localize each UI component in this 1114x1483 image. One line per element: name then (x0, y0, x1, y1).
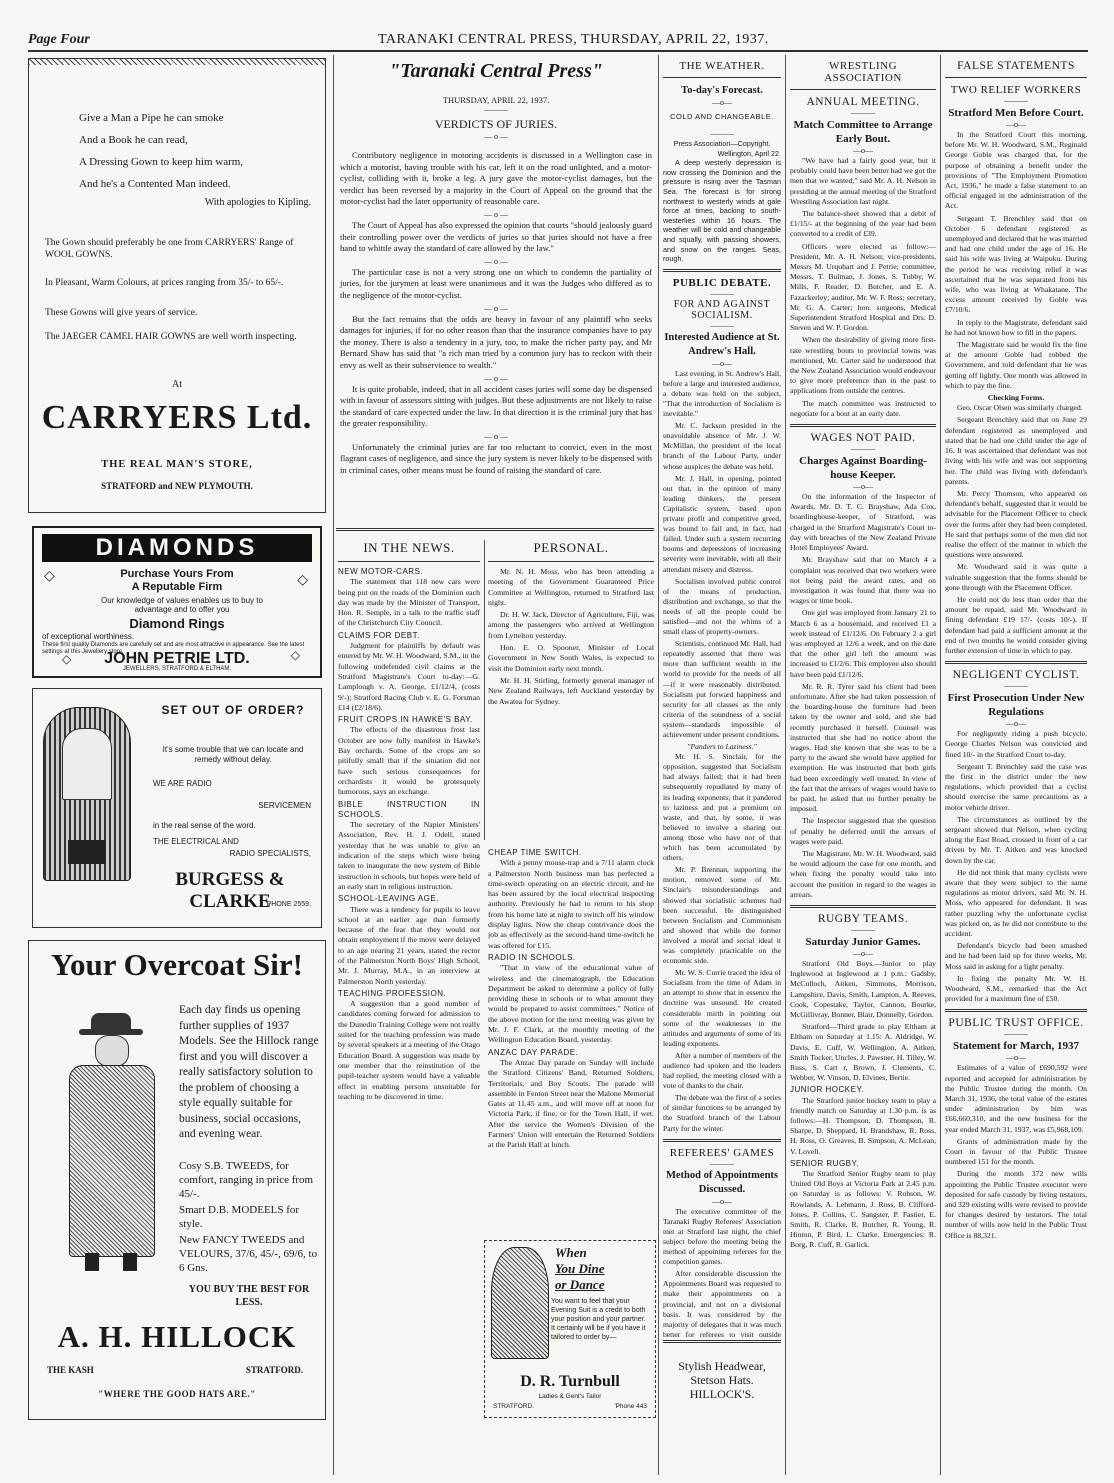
paragraph: One girl was employed from January 21 to March 6 as a housemaid, and received £1 a week instead of £1/12/6. On February 2 a girl was employed at 12/6 a week, and on the date that the other girl left the amount was increased to £1/2/6. This employee also should have been paid £1/12/6. (790, 608, 936, 679)
paragraph: Contributory negligence in motoring accidents is discussed in a Wellington case in which a motorist, having trouble with his car, left it on the road unlighted, and a motor-cyclist, colliding with it, broke a leg. A jury gave the motor-cyclist damages, but the verdict has been reversed by a majority in the Court of Appeal on the ground that the motor-cyclist had the later opportunity of reasonable care. (340, 150, 652, 207)
paragraph: Last evening, in St. Andrew's Hall, before a large and interested audience, a debate was held on the subject, "That the introduction of Socialism is inevitable." (663, 368, 781, 419)
ad-location: STRATFORD and NEW PLYMOUTH. (101, 481, 253, 491)
rugby-body (790, 959, 936, 1251)
page-number: Page Four (28, 32, 90, 47)
weather-summary: COLD AND CHANGEABLE. (670, 112, 774, 121)
item-text: "That in view of the educational value of wireless and the cinematograph, the Education Department be asked to determine a policy of fully providing these in schools or to what amount they would be prepared to assist committees." Notice of the above motion for the next meeting was given by Mr. J. F. Clark, at the monthly meeting of the Wellington Education Board, yesterday. (488, 963, 654, 1045)
section-subhead: TWO RELIEF WORKERS (950, 84, 1082, 96)
diamond-icon: ◇ (297, 573, 308, 588)
ad-text: A Reputable Firm (131, 581, 223, 593)
editorial-body: Contributory negligence in motoring accidents is discussed in a Wellington case in which a motorist, having trouble with his car, left it on the road unlighted, and a motor-cyclist, colliding with it, broke a leg. A jury gave the motor-cyclist damages, but the verdict has been reversed by a majority in the Court of Appeal on the ground that the motor-cyclist had the later opportunity of reasonable care. — o — The Court of Appeal has also expressed the opinion that courts "should jealously guard their controlling power over the verdicts of juries so that juries should not have a free hand to whittle away the standard of care allowed by the law." — o — The particular case is not a very strong one on which to condemn the partiality of juries, for the jurymen at least were unanimous and it was the Judges who differed as to the negligence of the motor-cyclist. — o — But the fact remains that the odds are heavy in favour of any plaintiff who seeks damages for injuries, if for no other reason than that the insurance companies have to pay the money. There is also a tendency in a jury, too, to make the richer party pay, and Mr Bernard Shaw has said that "a rich man tried by a common jury has to reckon with their envy as well as their subservience to wealth." — o — It is quite probable, indeed, that in all accident cases juries will some day be dispensed with in favour of assessors sitting with judges. But these adjustments are not likely to raise the standard of care expected under the law. In that direction it is the criminal jury that has the greater responsibility. — o — Unfortunately the criminal juries are far too reluctant to convict, even in the most flagrant cases of negligence, and since the jury system is never likely to be dispensed with in criminal cases, other means must be found of raising the standard of care. (340, 150, 652, 476)
diamond-icon: ◇ (62, 652, 72, 666)
paragraph: The circumstances as outlined by the sergeant showed that Nelson, when cycling along the East Road, crossed in front of a car driven by Mr. T. Aitken and was knocked down by the car. (945, 814, 1087, 865)
paper-name: "Taranaki Central Press" (389, 60, 603, 82)
ad-phone: 'Phone 443 (614, 1403, 647, 1410)
paragraph: Geo. Oscar Olsen was similarly charged. (957, 403, 1083, 413)
ad-title: or Dance (555, 1277, 605, 1292)
section-subhead: Method of Appointments Discussed. (665, 1169, 778, 1195)
paragraph: Scientists, continued Mr. Hall, had repeatedly asserted that there was more than sufficient wealth in the world to provide for the needs of all —if it were reasonably distributed. Socialism put forward happiness and security for all classes as the only criteria of the soundness of a social system—standards impossible of achievement under present conditions. (663, 639, 781, 739)
brand-name: A. H. HILLOCK (57, 1319, 297, 1354)
paragraph: Grants of administration made by the Court in favour of the Public Trustee numbered 151 for the month. (945, 1136, 1087, 1167)
column-title: NEGLIGENT CYCLIST. (952, 669, 1080, 682)
paragraph: He could not do less than order that the amount be repaid, said Mr. Woodward in fining defendant £19 17/- (costs 10/-). If defendant had paid a sufficient amount at the end of two months he would consider giving further extension of time in which to pay. (945, 594, 1087, 655)
brand-name: D. R. Turnbull (520, 1373, 620, 1390)
ad-phone: 'PHONE 2559. (265, 901, 311, 908)
poem-line: Give a Man a Pipe he can smoke (79, 112, 224, 124)
ad-slogan: YOU BUY THE BEST FOR LESS. (188, 1284, 310, 1308)
ad-text: It's some trouble that we can locate and remedy without delay. (162, 745, 304, 764)
paragraph: When the desirability of giving more first-rate wrestling bouts to provincial towns was mentioned, Mr. Carter said he understood that the New Zealand Association would endeavour to give more preference than in the past to applications from outside the centres. (790, 335, 936, 396)
apology: With apologies to Kipling. (204, 197, 311, 208)
column-title: WRESTLING ASSOCIATION (824, 60, 902, 84)
paragraph: During the month 372 new wills appointing the Public Trustee executor were deposited for safe custody by living testators, and 329 existing wills were revised to provide for changes desired by testators. The total number of wills now held in the Public Trust Office is 88,321. (945, 1169, 1087, 1240)
paragraph: Mr. W. S. Currie traced the idea of Socialism from the time of Adam in an attempt to show that in essence the doctrine was unsound. He created considerable mirth in pointing out some of the weaknesses in the attitudes and arguments of some of its leading exponents. (663, 968, 781, 1048)
column-title: REFEREES' GAMES (669, 1146, 775, 1159)
poem (79, 107, 243, 195)
item-heading: JUNIOR HOCKEY. (790, 1085, 864, 1095)
paragraph: The match committee was instructed to negotiate for a bout at an early date. (790, 398, 936, 418)
ad-text: RADIO SPECIALISTS, (229, 849, 311, 858)
paragraph: Sergeant T. Brenchley said that on October 6 defendant registered as unemployed and declared that he was married and had one child under the age of 16. He said his wife was living at Waipuku. During the period he was receiving relief it was ascertained that he was separated from his wife, who was living at Whakatane. The excess amount received by Goble was £7/10/6. (945, 213, 1087, 315)
paragraph: In the Stratford Court this morning, before Mr. W. H. Woodward, S.M., Reginald George Goble was charged that, for the purpose of obtaining a benefit under the provisions of "The Employment Promotion Act, 1936," he made a false statement to an official engaged in the administration of the Act. (945, 130, 1087, 211)
personal-items (488, 567, 654, 707)
paragraph: In fixing the penalty Mr. W. H. Woodward, S.M., remarked that the Act provided for a maximum fine of £50. (945, 973, 1087, 1004)
paragraph: Sergeant T. Brenchley said the case was the first in the district under the new regulations, which provided that a cyclist should exercise the same precautions as a motor vehicle driver. (945, 761, 1087, 812)
paragraph: Mr. R. R. Tyrer said his client had been unfortunate. After she had taken possession of the boarding-house the furniture had been taken by the owner and sold, and she had recently purchased it herself. Counsel was instructed that she had no notice about the wages. Had she known that she was to be a party to the award she would have applied for exemption. He was instructed that both girls had been exceedingly well treated. In view of the fact that the arrears of wages would have to be paid, he asked that no further penalty be imposed. (790, 681, 936, 814)
paragraph: On the information of the Inspector of Awards, Mr. D. T. C. Brayshaw, Ada Cox, boardinghouse-keeper, of Stratford, was charged in the Stratford Magistrate's Court to-day with breaches of the New Zealand Private Hotel Employees' Award. (790, 492, 936, 553)
paragraph: After considerable discussion the Appointments Board was requested to make their appointments on a provincial, and not on a divisional basis. It was considered by the majority of delegates that it was much better for referees to visit outside (663, 1269, 781, 1339)
item-heading: CHEAP TIME SWITCH. (488, 848, 582, 857)
ad-text: Stetson Hats. (690, 1373, 754, 1387)
editorial: "Taranaki Central Press" THURSDAY, APRIL 22, 1937. ——— VERDICTS OF JURIES. — o — Contributory negligence in motoring accidents is discussed in a Wellington case in which a motorist, having trouble with his car, left it on the road unlighted, and a motor-cyclist, colliding with it, broke a leg. A jury gave the motor-cyclist damages, but the verdict has been reversed by a majority in the Court of Appeal on the ground that the motor-cyclist had the later opportunity of reasonable care. — o — The Court of Appeal has also expressed the opinion that courts "should jealously guard their controlling power over the verdicts of juries so that juries should not have a free hand to whittle away the standard of care allowed by the law." — o — The particular case is not a very strong one on which to condemn the partiality of juries, for the jurymen at least were unanimous and it was the Judges who differed as to the negligence of the motor-cyclist. — o — But the fact remains that the odds are heavy in favour of any plaintiff who seeks damages for injuries, if for no other reason than that the insurance companies have to pay the money. There is also a tendency in a jury, too, to make the richer party pay, and Mr Bernard Shaw has said that "a rich man tried by a common jury has to reckon with their envy as well as their subservience to wealth." — o — It is quite probable, indeed, that in all accident cases juries will some day be dispensed with in favour of assessors sitting with judges. But these adjustments are not likely to raise the standard of care expected under the law. In that direction it is the criminal jury that has the greater responsibility. — o — Unfortunately the criminal juries are far too reluctant to convict, even in the most flagrant cases of negligence, and since the jury system is never likely to be dispensed with in criminal cases, other means must be found of raising the standard of care. (340, 60, 652, 476)
diamonds-ad (32, 526, 322, 678)
diamond-icon: ◇ (44, 569, 55, 584)
item-heading: SCHOOL-LEAVING AGE. (338, 894, 439, 904)
turnbull-ad (484, 1240, 656, 1418)
ad-text: The JAEGER CAMEL HAIR GOWNS are well worth inspecting. (45, 332, 297, 342)
paragraph: Mr. Woodward said it was quite a valuable suggestion that the forms should be gone through with the Placement Officer. (945, 562, 1087, 592)
ad-title: You Dine (555, 1261, 605, 1276)
brand-name: JOHN PETRIE LTD. (104, 650, 250, 667)
paragraph: The Court of Appeal has also expressed the opinion that courts "should jealously guard their controlling power over the verdicts of juries so that juries should not have a free hand to whittle away the standard of care allowed by the law." (340, 219, 652, 254)
section-subhead: Statement for March, 1937 (952, 1040, 1080, 1053)
poem-line: A Dressing Gown to keep him warm, (79, 156, 244, 168)
column-title: PUBLIC DEBATE. (672, 276, 772, 289)
item-heading: ANZAC DAY PARADE. (488, 1047, 579, 1057)
poem-line: And he's a Contented Man indeed. (79, 178, 231, 190)
item-text: With a penny mouse-trap and a 7/11 alarm clock a Palmerston North business man has perfected a time-switch operating on an electric circuit, and he has been assured by the local electrical inspecting authority. Previously he had to return to his shop from his home late at night to switch off his window display lights. Now the cheap contrivance does the job as effectively as the second-hand time-switch he was offered for £15. (488, 858, 654, 950)
item-text: Mr. N. H. Moss, who has been attending a meeting of the Government Guaranteed Price Committee at Wellington, returned to Stratford last night. (488, 567, 654, 607)
item-heading: TEACHING PROFESSION. (338, 988, 447, 998)
section-subhead: Checking Forms. (987, 393, 1045, 403)
item-text: The effects of the disastrous frost last October are now fully manifest in Hawke's Bay orchards. Some of the crops are so pitifully small that if the situation did not have such serious consequences for orchardists it would be grotesquely humorous, says an exchange. (338, 725, 480, 797)
ad-text: THE ELECTRICAL AND (153, 837, 239, 846)
radio-set-icon (43, 707, 131, 881)
paragraph: Mr. J. Hall, in opening, pointed out that, in the opinion of many leading thinkers, the present Capitalistic system, based upon private profit and competitive greed, was bound to fail and, in fact, had failed. Under such a system recurring booms and depressions of increasing severity were inevitable, with all their attendant misery and distress. (663, 473, 781, 574)
column-title: FALSE STATEMENTS (957, 60, 1075, 72)
dateline: Press Association—Copyright. (673, 139, 771, 148)
ad-text: Ladies & Gent's Tailor (538, 1393, 602, 1400)
trust-body (945, 1063, 1087, 1240)
column-title: PERSONAL. (533, 540, 609, 555)
ad-text: in the real sense of the word. (153, 821, 256, 830)
ad-text: In Pleasant, Warm Colours, at prices ranging from 35/- to 65/-. (45, 278, 284, 288)
paragraph: A deep westerly depression is now crossing the Dominion and the pressure is rising over the Tasman Sea. The forecast is for strong northwest to westerly winds at gale force at times, backing to south-westerlies within 16 hours. The weather will be cold and changeable and squally, with passing showers, and snow on the ranges. Seas, rough. (663, 158, 781, 264)
ad-text: Stylish Headwear, (678, 1359, 766, 1373)
ad-text: At (172, 379, 182, 390)
paragraph: Mr. P. Brennan, supporting the motion, removed some of Mr. Sinclair's misunderstandings and showed that socialistic schemes had been successful. He distinguished between Socialism and Communism and showed that while the former involved a moral and social ideal it was completely practicable on the economic side. (663, 865, 781, 966)
debate-body (663, 369, 781, 1134)
ad-text: Each day finds us opening further supplies of 1937 Models. See the Hillock range first and you will discover a really satisfactory solution to the problem of choosing a style equally suitable for business, social occasions, and evening wear. (179, 1004, 319, 1140)
item-heading: BIBLE INSTRUCTION IN SCHOOLS. (338, 799, 480, 819)
weather-body (663, 139, 781, 264)
ad-text: Purchase Yours From (120, 568, 234, 580)
in-the-news (338, 540, 480, 1410)
editorial-date: THURSDAY, APRIL 22, 1937. (442, 95, 550, 105)
item-text: The Anzac Day parade on Sunday will include the Stratford Citizens' Band, Returned Soldiers, Territorials, and Boy Scouts. The parade will assemble in Fenton Street near the Malone Memorial Gates at 11.45 a.m., and will move off at noon for Victoria Park, if fine, or for the Town Hall, if wet. After the service the Women's Division of the Farmers' Union will entertain the Returned Soldiers at the Parish Hall at lunch. (488, 1057, 654, 1150)
paragraph: Officers were elected as follow:—President, Mr. A. H. Nelson; vice-presidents, Messrs M. Urquhart and J. Petrie; committee, Messrs. T. Bulman, J. Jones, S. Tubby, W. Mills, F. Reader, D. Butcher, and E. A. Fazackerley; auditor, Mr. W. F. Ross; secretary, Mr. G. A. Carter; hon. surgeons, Medical Superintendent Stratford Hospital and Drs. D. Steven and W. P. Gordon. (790, 241, 936, 333)
paragraph: It is quite probable, indeed, that in all accident cases juries will some day be dispensed with in favour of assessors sitting with judges. But these adjustments are not likely to raise the standard of care expected under the law. In that direction it is the criminal jury that has the greater responsibility. (340, 383, 652, 429)
referees-body (663, 1207, 781, 1360)
cyclist-body (945, 729, 1087, 1004)
section-subhead: To-day's Forecast. (681, 85, 763, 96)
couple-illustration (491, 1247, 549, 1359)
ad-location: THE KASH (47, 1365, 94, 1375)
radio-ad (32, 688, 322, 928)
header-title: TARANAKI CENTRAL PRESS, THURSDAY, APRIL 22, 1937. (378, 32, 769, 47)
paragraph: Mr. H. S. Sinclair, for the opposition, suggested that Socialism had always failed; that it had been subsequently repudiated by many of its leading exponents; that it pandered to laziness and put a premium on waste, and that, by some, it was believed to involve a sharing out among those who have not of that which has been accumulated by others. (663, 752, 781, 863)
ad-bullet: Smart D.B. MODEELS for style. (179, 1204, 300, 1230)
ad-bullet: New FANCY TWEEDS and VELOURS, 37/6, 45/-, 69/6, to 6 Gns. (179, 1234, 318, 1274)
news-items (488, 848, 654, 1151)
col-weather: THE WEATHER. To-day's Forecast. —o— COLD AND CHANGEABLE. ——— Press Association—Copyright. Wellington, April 22. A deep westerly depression is now crossing the Dominion and the pressure is rising over the Tasman Sea. The forecast is for strong northwest to westerly winds at gale force at times, backing to south-westerlies within 16 hours. The weather will be cold and changeable and squally, with passing showers, and snow on the ranges. Seas, rough. PUBLIC DEBATE. ——— FOR AND AGAINST SOCIALISM. ——— Interested Audience at St. Andrew's Hall. —o— Last evening, in St. Andrew's Hall, before a large and interested audience, a debate was held on the subject, "That the introduction of Socialism is inevitable." Mr. C. Jackson presided in the unavoidable absence of Mr. J. W. McMillan, the president of the local branch of the Labour Party, under whose auspices the debate was held. Mr. J. Hall, in opening, pointed out that, in the opinion of many leading thinkers, the present Capitalistic system, based upon private profit and competitive greed, was bound to fail and, in fact, had failed. Under such a system recurring booms and depressions of increasing severity were inevitable, with all their attendant misery and distress. Socialism involved public control of the means of production, distribution and exchange, so that the needs of all the people could be satisfied—and not the whims of a small class of property-owners. Scientists, continued Mr. Hall, had repeatedly asserted that there was more than sufficient wealth in the world to provide for the needs of all —if it were reasonably distributed. Socialism put forward happiness and security for all classes as the only criteria of the soundness of a social system—standards impossible of achievement under present conditions. "Panders to Laziness." Mr. H. S. Sinclair, for the opposition, suggested that Socialism had always failed; that it had been subsequently repudiated by many of its leading exponents; that it pandered to laziness and put a premium on waste, and that, by some, it was believed to involve a sharing out among those who have not of that which has been accumulated by others. Mr. P. Brennan, supporting the motion, removed some of Mr. Sinclair's misunderstandings and showed that socialistic schemes had been successful. He distinguished between Socialism and Communism and showed that while the former involved a moral and social ideal it was completely practicable on the economic side. Mr. W. S. Currie traced the idea of Socialism from the time of Adam in an attempt to show that in essence the doctrine was unsound. He created considerable mirth in pointing out some of the weaknesses in the attitudes and arguments of some of its leading exponents. After a number of members of the audience had spoken and the leaders had replied, the meeting closed with a vote of thanks to the chair. The debate was the first of a series of similar functions to be arranged by the Stratford branch of the Labour Party for the winter. REFEREES' GAMES ——— Method of Appointments Discussed. —o— The executive committee of the Taranaki Rugby Referees' Association met at Stratford last night, the chief subject before the meeting being the method of appointing referees for the competition games. After considerable discussion the Appointments Board was requested to make their appointments on a provincial, and not on a divisional basis. It was considered by the majority of delegates that it was much better for referees to visit outside (663, 60, 781, 1420)
paragraph: The Magistrate, Mr. W. H. Woodward, said he would adjourn the case for one month, and when fixing the penalty would take into account the position in regard to the wages in arrears. (790, 848, 936, 899)
column-rule (484, 540, 485, 840)
paragraph: Socialism involved public control of the means of production, distribution and exchange, so that the needs of all the people could be satisfied—and not the whims of a small class of property-owners. (663, 576, 781, 637)
wrestling-body (790, 156, 936, 419)
ad-location: JEWELLERS, STRATFORD & ELTHAM. (122, 666, 232, 672)
diamond-icon: ◇ (290, 648, 300, 662)
section-subhead: FOR AND AGAINST SOCIALISM. (673, 298, 771, 321)
ad-text: Diamond Rings (129, 616, 225, 631)
section-rule (336, 528, 654, 531)
col-false-statements: FALSE STATEMENTS TWO RELIEF WORKERS ——— Stratford Men Before Court. —o— In the Stratford Court this morning, before Mr. W. H. Woodward, S.M., Reginald George Goble was charged that, for the purpose of obtaining a benefit under the provisions of "The Employment Promotion Act, 1936," he made a false statement to an official engaged in the administration of the Act. Sergeant T. Brenchley said that on October 6 defendant registered as unemployed and declared that he was married and had one child under the age of 16. He said his wife was living at Waipuku. During the period he was receiving relief it was ascertained that he was separated from his wife, who was living at Whakatane. The excess amount received by Goble was £7/10/6. In reply to the Magistrate, defendant said he had not known how to fill in the papers. The Magistrate said he would fix the fine at the amount Goble had robbed the Government, and told defendant that he was getting off lightly. One month was allowed in which to pay the fine. Checking Forms. Geo. Oscar Olsen was similarly charged. Sergeant Brenchley said that on June 29 defendant registered as unemployed and stated that he had one child under the age of 16. It was ascertained that defendant was not living with his wife and was not supporting her. The child was living with defendant's parents. Mr. Percy Thomson, who appeared on defendant's behalf, suggested that it would be advisable for the Placement Officer to check over the forms after they had been completed. He said that perhaps some of the men did not realise the effect of the manner in which the questions were answered. Mr. Woodward said it was quite a valuable suggestion that the forms should be gone through with the Placement Officer. He could not do less than order that the amount be repaid, said Mr. Woodward in fining defendant £19 17/- (costs 10/-). If defendant had paid a sufficient amount at the end of two months he would consider giving further extension of time in which to pay. NEGLIGENT CYCLIST. ——— First Prosecution Under New Regulations —o— For negligently riding a push bicycle, George Charles Nelson was convicted and fined 10/- in the Stratford Court to-day. Sergeant T. Brenchley said the case was the first in the district under the new regulations, which provided that a cyclist should exercise the same precautions as a motor vehicle driver. The circumstances as outlined by the sergeant showed that Nelson, when cycling along the East Road, crossed in front of a car driven by Mr. T. Aitken and was knocked down by the car. He did not think that many cyclists were aware that they were subject to the same regulations as motor drivers, said Mr. N. H. Moss, who appeared for defendant. It was rather puzzling why the unfortunate cyclist was picked on, as he did not contribute to the accident. Defendant's bicycle had been smashed and he had been laid up for three weeks, Mr. Moss said in asking for a light penalty. In fixing the penalty Mr. W. H. Woodward, S.M., remarked that the Act provided for a maximum fine of £50. PUBLIC TRUST OFFICE. ——— Statement for March, 1937 —o— Estimates of a value of £690,592 were reported and accepted for administration by the Public Trustee during the month. On March 31, 1936, the total value of the estates under administration by him was £66,660,310, and the new business for the year ended March 31, 1937, was £5,968,109. Grants of administration made by the Court in favour of the Public Trustee numbered 151 for the month. During the month 372 new wills appointing the Public Trustee executor were deposited for safe custody by living testators, and 329 existing wills were revised to provide for changes desired by testators. The total number of wills now held in the Public Trust Office is 88,321. (945, 60, 1087, 1240)
item-text: A suggestion that a good number of candidates coming forward for admission to the Dunedin Training College were not really suited for the teaching profession was made by several speakers at a meeting of the Otago Education Board. A suggestion was made by one member that the reinstitution of the pupil-teacher system would have a valuable effect in enabling persons unsuitable for teaching to be discovered in time. (338, 999, 480, 1101)
paragraph: The Stratford Senior Rugby team to play United Old Boys at Victoria Park at 2.45 p.m. on Saturday is as follows: V. Robson, W. Rowlands, A. Lehmann, J. Ross, B. Clifford-Jones, P. Collins, C. Sangster, P. Fastier, E. Smith, R. Clarke, R. Butcher, R. Young, R. Hinton, P. Bird, L. Clarke. Emergencies: R. Borg, R. Cuff, R. Garlick. (790, 1169, 936, 1250)
paragraph: The balance-sheet showed that a debit of £1/15/- at the beginning of the year had been converted to a credit of £39. (790, 209, 936, 239)
ad-title: SET OUT OF ORDER? (161, 703, 305, 717)
ad-text: These Gowns will give years of service. (45, 308, 198, 318)
ad-tagline: THE REAL MAN'S STORE, (101, 459, 253, 470)
poem-line: And a Book he can read, (79, 134, 188, 146)
wages-body (790, 492, 936, 900)
page-masthead (28, 30, 1088, 52)
paragraph: Mr. Percy Thomson, who appeared on defendant's behalf, suggested that it would be advisable for the Placement Officer to check over the forms after they had been completed. He said that perhaps some of the men did not realise the effect of the manner in which the questions were answered. (945, 488, 1087, 560)
paragraph: Stratford—Third grade to play Eltham at Eltham on Saturday at 1.15: A. Aldridge, W. Davis, E. Cuff, W. Wellington, A. Aitken, Smith Tocker, Uncles, J. Pawsner, H. Tilley, W. Russ, S. Cart r, Brown, J. Clements, C. Webber, W. Vinson, D. Elvines, Bertie. (790, 1022, 936, 1083)
section-subhead: Saturday Junior Games. (805, 936, 921, 948)
item-heading: FRUIT CROPS IN HAWKE'S BAY. (338, 715, 473, 725)
false-statements-body (945, 130, 1087, 656)
ad-title: Your Overcoat Sir! (51, 947, 303, 982)
section-subhead: First Prosecution Under New Regulations (947, 692, 1085, 719)
item-text: There was a tendency for pupils to leave school at an earlier age than formerly because of the fear that they would not obtain employment if the move were delayed to an age nearing 21 years, stated the rector of the Palmerston North Boys' High School, Mr. J. Murray, M.A., in an interview at Palmerston North yesterday. (338, 904, 480, 986)
ad-text: HILLOCK'S. (689, 1387, 755, 1401)
section-subhead: Charges Against Boarding-house Keeper. (799, 455, 927, 482)
column-title: IN THE NEWS. (363, 540, 455, 555)
section-subhead: ANNUAL MEETING. (806, 96, 920, 108)
ad-text: These first quality Diamonds are carefully set and are most attractive in appearance. See the latest settings at this Jewellery store. (42, 642, 305, 655)
item-text: Hon. E. O. Spooner, Minister of Local Government in New South Wales, is expected to visit the Dominion early next month. (488, 643, 654, 673)
paragraph: The Magistrate said he would fix the fine at the amount Goble had robbed the Government, and told defendant that he was getting off lightly. One month was allowed in which to pay the fine. (945, 340, 1087, 390)
ad-title: When (555, 1245, 587, 1260)
paragraph: The Stratford junior hockey team to play a friendly match on Saturday at 1.30 p.m. is as follows:—H. Thompson, D. Thompson, R. Sharpe, D. Sheppard, H. Brandshaw, R. Ross, H. Ross, O. Greaves, B. Simpson, A. McLean, V. Lovell. (790, 1095, 936, 1156)
paragraph: Sergeant Brenchley said that on June 29 defendant registered as unemployed and stated that he had one child under the age of 16. It was ascertained that defendant was not living with his wife and was not supporting her. The child was living with defendant's parents. (945, 415, 1087, 486)
brand-name: BURGESS & CLARKE (175, 869, 285, 912)
ad-location: STRATFORD. (493, 1403, 535, 1410)
section-subhead: Interested Audience at St. Andrew's Hall. (664, 331, 780, 357)
item-text: The secretary of the Napier Ministers' Association, Rev. H. J. Odell, stated yesterday that he was unable to give an indication of the steps which were being taken to inaugurate the new system of Bible instruction in schools, but hopes were held of an early start in religious instruction. (338, 820, 480, 891)
item-text: Judgment for plaintiffs by default was entered by Mr. W. H. Woodward, S.M., in the following undefended civil claims at the Stratford Magistrate's Court to-day:—G. Lamplough v. A. George, £1/12/4, (costs 9/-); Stratford Racing Club v. E. G. Forsman £14 (£2/18/6). (338, 641, 480, 712)
dateline: Wellington, April 22. (717, 148, 781, 158)
column-title: WAGES NOT PAID. (810, 432, 916, 445)
paragraph: But the fact remains that the odds are heavy in favour of any plaintiff who seeks damages for injuries, if for no other reason than that the insurance companies have to pay the money. There is also a tendency in a jury, too, to make the richer party pay, and Mr Bernard Shaw has said that "a rich man tried by a common jury has to reckon with their envy as well as their subservience to wealth." (340, 313, 652, 370)
paragraph: The particular case is not a very strong one on which to condemn the partiality of juries, for the jurymen at least were unanimous and it was the Judges who differed as to the negligence of the motor-cyclist. (340, 266, 652, 300)
ad-text: of exceptional worthiness. (42, 632, 135, 641)
paragraph: Mr. C. Jackson presided in the unavoidable absence of Mr. J. W. McMillan, the president of the local branch of the Labour Party, under whose auspices the debate was held. (663, 421, 781, 471)
item-heading: RADIO IN SCHOOLS. (488, 952, 576, 962)
paragraph: For negligently riding a push bicycle, George Charles Nelson was convicted and fined 10/- in the Stratford Court to-day. (945, 729, 1087, 759)
item-heading: CLAIMS FOR DEBT. (338, 630, 420, 640)
ad-text: You want to feel that your Evening Suit is a credit to both your position and your partner. It certainly will be if you have it tailored to order by— (551, 1298, 646, 1341)
column-rule (940, 55, 941, 1475)
paragraph: The executive committee of the Taranaki Rugby Referees' Association met at Stratford last night, the chief subject before the meeting being the method of appointing referees for the competition games. (663, 1206, 781, 1267)
ad-text: The Gown should preferably be one from CARRYERS' Range of WOOL GOWNS. (45, 238, 294, 260)
paragraph: Defendant's bicycle had been smashed and he had been laid up for three weeks, Mr. Moss said in asking for a light penalty. (945, 941, 1087, 971)
ad-title: DIAMONDS (42, 534, 312, 562)
item-text: The statement that 118 new cars were being put on the roads of the Dominion each day was made by the Minister of Transport, Hon. R. Semple, in a talk to the traffic staff of the Christchurch City Council. (338, 577, 480, 628)
paragraph: In reply to the Magistrate, defendant said he had not known how to fill in the papers. (945, 317, 1087, 337)
item-heading: SENIOR RUGBY. (790, 1158, 860, 1168)
man-figure-illustration (45, 1003, 175, 1273)
section-subhead: Stratford Men Before Court. (948, 107, 1084, 119)
ad-text: Our knowledge of values enables us to buy to advantage and to offer you (101, 596, 263, 614)
news-items (338, 567, 480, 1102)
item-heading: NEW MOTOR-CARS. (338, 567, 424, 576)
ad-text: SERVICEMEN (258, 801, 311, 810)
paragraph: The debate was the first of a series of similar functions to be arranged by the Stratford branch of the Labour Party for the winter. (663, 1093, 781, 1133)
ad-bullet: Cosy S.B. TWEEDS, for comfort, ranging in price from 45/-. (179, 1160, 314, 1200)
col-wrestling: WRESTLING ASSOCIATION ANNUAL MEETING. ——— Match Committee to Arrange Early Bout. —o— "We have had a fairly good year, but it probably could have been better had we got the men that we wanted," said Mr. A. H. Nelson in presiding at the annual meeting of the Stratford Wrestling Association last night. The balance-sheet showed that a debit of £1/15/- at the beginning of the year had been converted to a credit of £39. Officers were elected as follow:—President, Mr. A. H. Nelson; vice-presidents, Messrs M. Urquhart and J. Petrie; committee, Messrs. T. Bulman, J. Jones, S. Tubby, W. Mills, F. Reader, D. Butcher, and E. A. Fazackerley; auditor, Mr. W. F. Ross; secretary, Mr. G. A. Carter; hon. surgeons, Medical Superintendent Stratford Hospital and Drs. D. Steven and W. P. Gordon. When the desirability of giving more first-rate wrestling bouts to provincial towns was mentioned, Mr. Carter said he understood that the New Zealand Association would endeavour to give more preference than in the past to applications from outside the centres. The match committee was instructed to negotiate for a bout at an early date. WAGES NOT PAID. ——— Charges Against Boarding-house Keeper. —o— On the information of the Inspector of Awards, Mr. D. T. C. Brayshaw, Ada Cox, boardinghouse-keeper, of Stratford, was charged in the Stratford Magistrate's Court to-day with breaches of the New Zealand Private Hotel Employees' Award. Mr. Brayshaw said that on March 4 a complaint was received that two workers were not being paid the award rates, and on investigation it was found that there was no wages or time book. One girl was employed from January 21 to March 6 as a housemaid, and received £1 a week instead of £1/12/6. On February 2 a girl was employed at 12/6 a week, and on the date that the other girl left the amount was increased to £1/2/6. This employee also should have been paid £1/12/6. Mr. R. R. Tyrer said his client had been unfortunate. After she had taken possession of the boarding-house the furniture had been taken by the owner and sold, and she had recently purchased it herself. Counsel was instructed that she had no notice about the wages. Had she known that she was to be a party to the award she would have applied for exemption. He was instructed that both girls had been exceedingly well treated. In view of the fact that the arrears of wages would have to be paid, he asked that no further penalty be imposed. The Inspector suggested that the question of penalty be deferred until the arrears of wages were paid. The Magistrate, Mr. W. H. Woodward, said he would adjourn the case for one month, and when fixing the penalty would take into account the position in regard to the wages in arrears. RUGBY TEAMS. ——— Saturday Junior Games. —o— Stratford Old Boys.—Junior to play Inglewood at Inglewood at 1 p.m.: Gadsby, McCulloch, Aitken, Simmons, Morrison, Lampshire, Davis, Smith, Lampton, A. Reeves, Cook, Copestake, Taylor, Cannon, Bourke, McGillivray, Bonner, Blair, Donnelly, Gordon. Stratford—Third grade to play Eltham at Eltham on Saturday at 1.15: A. Aldridge, W. Davis, E. Cuff, W. Wellington, A. Aitken, Smith Tocker, Uncles, J. Pawsner, H. Tilley, W. Russ, S. Cart r, Brown, J. Clements, C. Webber, W. Vinson, D. Elvines, Bertie. JUNIOR HOCKEY. The Stratford junior hockey team to play a friendly match on Saturday at 1.30 p.m. is as follows:—H. Thompson, D. Thompson, R. Sharpe, D. Sheppard, H. Brandshaw, R. Ross, H. Ross, O. Greaves, B. Simpson, A. McLean, V. Lovell. SENIOR RUGBY. The Stratford Senior Rugby team to play United Old Boys at Victoria Park at 2.45 p.m. on Saturday is as follows: V. Robson, W. Rowlands, A. Lehmann, J. Ross, B. Clifford-Jones, P. Collins, C. Sangster, P. Fastier, E. Smith, R. Clarke, R. Butcher, R. Young, R. Hinton, P. Bird, L. Clarke. Emergencies: R. Borg, R. Cuff, R. Garlick. (790, 60, 936, 1250)
column-title: RUGBY TEAMS. (817, 913, 909, 925)
item-text: Mr. H. H. Stirling, formerly general manager of New Zealand Railways, left Auckland yesterday by the Awatea for Sydney. (488, 675, 654, 706)
paragraph: He did not think that many cyclists were aware that they were subject to the same regulations as motor drivers, said Mr. N. H. Moss, who appeared for defendant. It was rather puzzling why the unfortunate cyclist was picked on, as he did not contribute to the accident. (945, 867, 1087, 939)
editorial-title: VERDICTS OF JURIES. (434, 117, 558, 131)
ad-location: STRATFORD. (245, 1365, 303, 1375)
paragraph: Stratford Old Boys.—Junior to play Inglewood at Inglewood at 1 p.m.: Gadsby, McCulloch, Aitken, Simmons, Morrison, Lampshire, Davis, Smith, Lampton, A. Reeves, Cook, Copestake, Taylor, Cannon, Bourke, McGillivray, Bonner, Blair, Donnelly, Gordon. (790, 959, 936, 1020)
paragraph: Mr. Brayshaw said that on March 4 a complaint was received that two workers were not being paid the award rates, and on investigation it was found that there was no wages or time book. (790, 555, 936, 606)
brand-name: CARRYERS Ltd. (41, 399, 313, 436)
ad-motto: "WHERE THE GOOD HATS ARE." (98, 1389, 256, 1399)
paragraph: The Inspector suggested that the question of penalty be deferred until the arrears of wages were paid. (790, 816, 936, 846)
paragraph: After a number of members of the audience had spoken and the leaders had replied, the meeting closed with a vote of thanks to the chair. (663, 1050, 781, 1091)
paragraph: "We have had a fairly good year, but it probably could have been better had we got the men that we wanted," said Mr. A. H. Nelson in presiding at the annual meeting of the Stratford Wrestling Association last night. (790, 156, 936, 206)
stylish-ad (663, 1340, 781, 1423)
column-rule (785, 55, 786, 1475)
column-rule (333, 55, 334, 1475)
carryers-ad (28, 58, 326, 513)
paragraph: Unfortunately the criminal juries are far too reluctant to convict, even in the most flagrant cases of negligence, and since the jury system is never likely to be dispensed with in criminal cases, other means must be found of raising the standard of care. (340, 441, 652, 476)
personal (488, 540, 654, 845)
overcoat-ad (28, 940, 326, 1420)
column-title: THE WEATHER. (679, 60, 765, 72)
ad-text: WE ARE RADIO (153, 779, 212, 788)
paragraph: Estimates of a value of £690,592 were reported and accepted for administration by the Public Trustee during the month. On March 31, 1936, the total value of the estates under administration by him was £66,660,310, and the new business for the year ended March 31, 1937, was £5,968,109. (945, 1063, 1087, 1134)
column-title: PUBLIC TRUST OFFICE. (948, 1017, 1084, 1030)
section-subhead: Match Committee to Arrange Early Bout. (793, 119, 933, 145)
section-subhead: "Panders to Laziness." (687, 742, 757, 752)
ad-border (29, 59, 325, 65)
item-text: Dr. H. W. Jack, Director of Agriculture, Fiji, was among the passengers who arrived at Wellington from Lyttelton yesterday. (488, 610, 654, 640)
column-rule (658, 55, 659, 1475)
